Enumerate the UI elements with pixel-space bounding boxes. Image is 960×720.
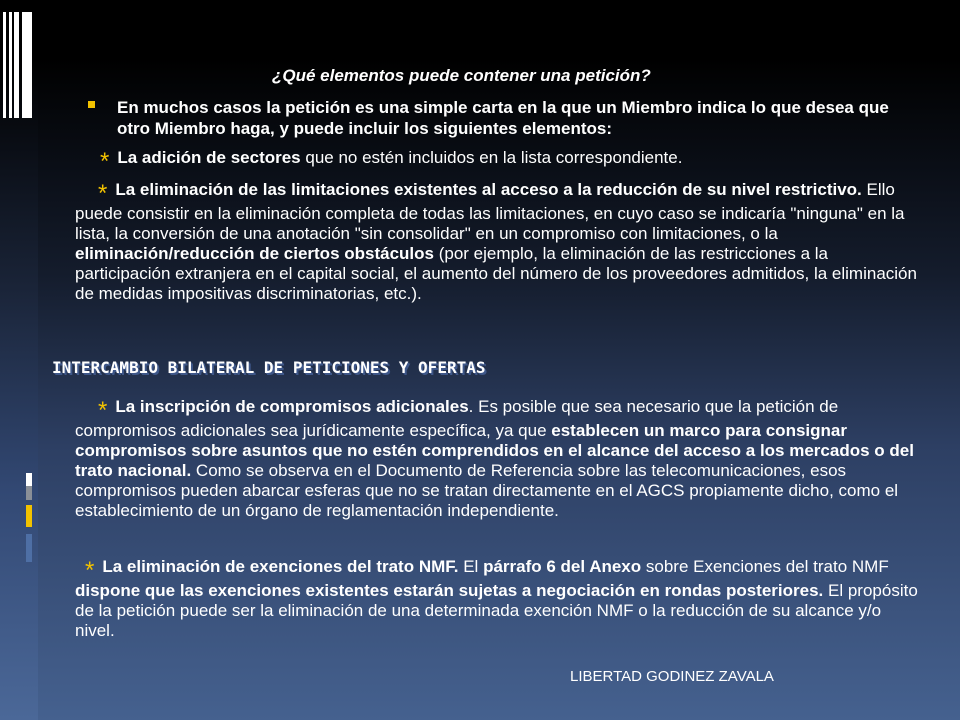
star-bullet-icon: * [98,397,108,424]
side-deco-bar [26,534,32,562]
item-sectors: * La adición de sectores que no estén incluidos en la lista correspondiente. [100,148,683,175]
side-deco-bar [26,486,32,500]
author-name: LIBERTAD GODINEZ ZAVALA [570,668,774,685]
top-deco-bar [22,12,32,118]
top-deco-bar [14,12,19,118]
item-mfn-exemptions: * La eliminación de exenciones del trato NMF. El párrafo 6 del Anexo sobre Exenciones del trato NMF dispone que las exenciones existentes estarán sujetas a negociación en rondas posteriores. El propósito de la petición puede ser la eliminación de una determinada exención NMF o la reducción de su alcance y/o nivel. [75,557,918,640]
intro-bullet-text: En muchos casos la petición es una simple carta en la que un Miembro indica lo que desea que otro Miembro haga, y puede incluir los siguientes elementos: [117,98,889,138]
side-deco-bar [26,505,32,527]
item-limitations: * La eliminación de las limitaciones existentes al acceso a la reducción de su nivel restrictivo. Ello puede consistir en la eliminación completa de todas las limitaciones, en cuyo caso se indicaría "ninguna" en la lista, la conversión de una anotación "sin consolidar" en un compromiso con limitaciones, o la eliminación/reducción de ciertos obstáculos (por ejemplo, la eliminación de las restricciones a la participación extranjera en el capital social, el aumento del número de los proveedores admitidos, la eliminación de medidas impositivas discriminatorias, etc.). [75,180,917,303]
top-deco-bar [3,12,6,118]
star-bullet-icon: * [98,180,108,207]
top-deco-bar [9,12,12,118]
section-title: INTERCAMBIO BILATERAL DE PETICIONES Y OFERTAS [52,358,486,377]
square-bullet-icon [88,101,95,108]
item-additional-commitments: * La inscripción de compromisos adicionales. Es posible que sea necesario que la petición de compromisos adicionales sea jurídicamente específica, ya que establecen un marco para consignar compromisos sobre asuntos que no estén comprendidos en el alcance del acceso a los mercados o del trato nacional. Como se observa en el Documento de Referencia sobre las telecomunicaciones, esos compromisos pueden abarcar esferas que no se tratan directamente en el AGCS propiamente dicho, como el establecimiento de un órgano de reglamentación independiente. [75,397,914,520]
slide-heading: ¿Qué elementos puede contener una petición? [272,66,651,85]
star-bullet-icon: * [85,557,95,584]
star-bullet-icon: * [100,148,110,175]
